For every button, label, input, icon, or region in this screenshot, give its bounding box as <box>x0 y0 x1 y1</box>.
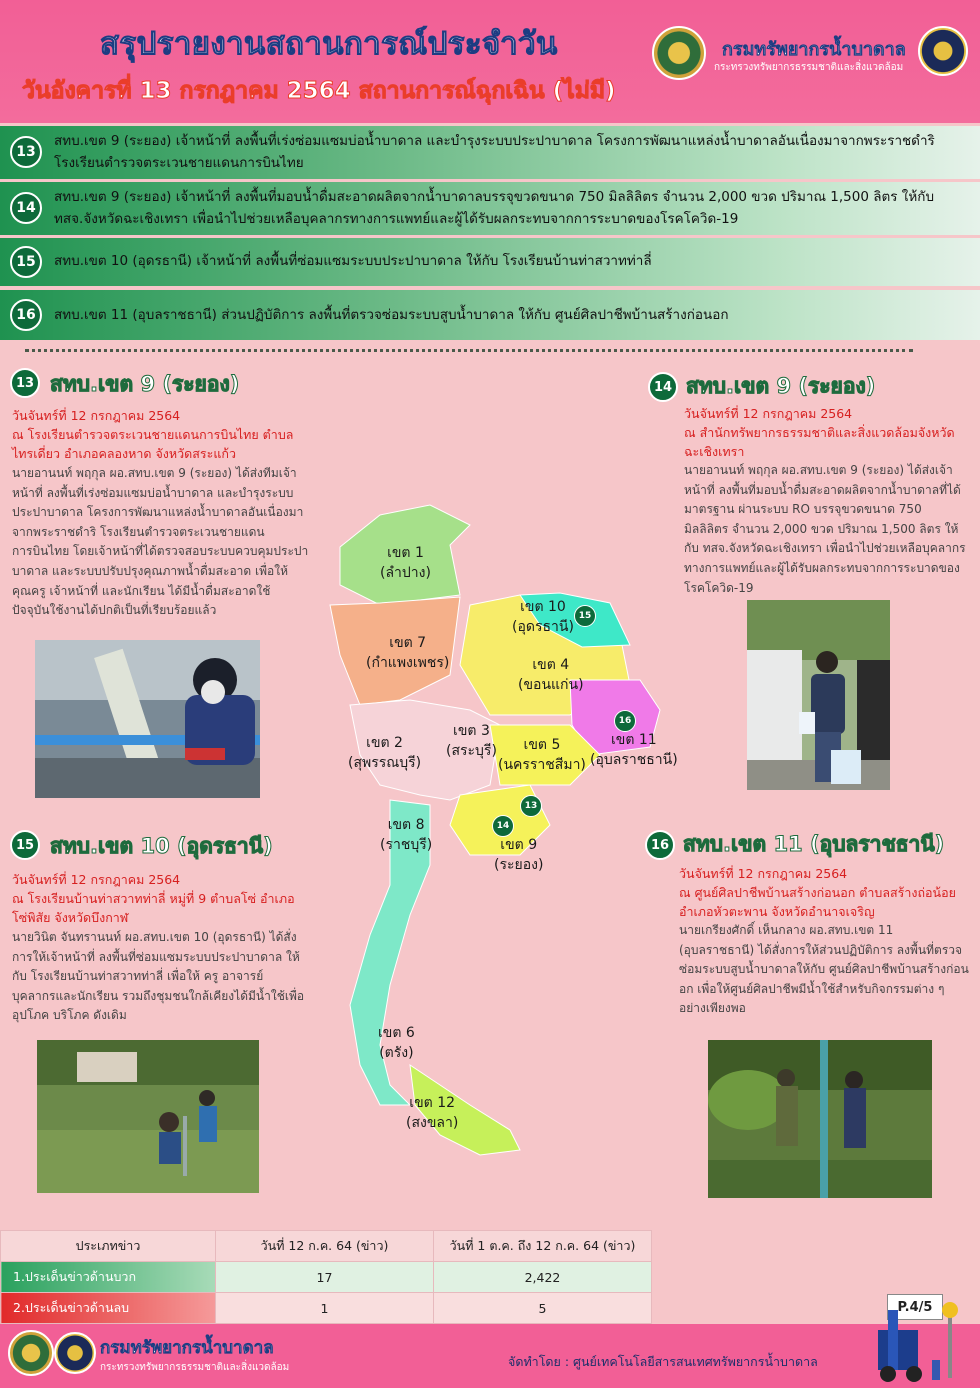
summary-text: สทบ.เขต 9 (ระยอง) เจ้าหน้าที่ ลงพื้นที่มอบน้ำดื่มสะอาดผลิตจากน้ำบาดาลบรรจุขวดขนาด 750 มิลลิลิตร จำนวน 2,000 ขวด ปริมาณ 1,500 ลิตร ให้กับ ทสจ.จังหวัดฉะเชิงเทรา เพื่อนำไปช่วยเหลือบุคลากรทางการแพทย์และผู้ได้รับผลกระทบจากการระบาดของโรคโควิด-19 <box>54 189 935 227</box>
table-cell: 2,422 <box>434 1262 652 1293</box>
footer-credit: จัดทำโดย : ศูนย์เทคโนโลยีสารสนเทศทรัพยากรน้ำบาดาล <box>508 1354 818 1369</box>
zone-label-3: เขต 3 (สระบุรี) <box>446 723 497 759</box>
section-date: วันจันทร์ที่ 12 กรกฎาคม 2564 <box>12 872 181 887</box>
zone-label-5: เขต 5 (นครราชสีมา) <box>498 737 586 773</box>
summary-item <box>0 182 980 235</box>
section-location: ณ ศูนย์ศิลปาชีพบ้านสร้างก่อนอก ตำบลสร้างถ่อน้อย อำเภอหัวตะพาน จังหวัดอำนาจเจริญ <box>679 885 956 919</box>
map-marker-13: 13 <box>520 795 542 817</box>
photo-water-delivery <box>747 600 890 790</box>
page-number: P.4/5 <box>887 1294 943 1320</box>
section-date: วันจันทร์ที่ 12 กรกฎาคม 2564 <box>679 866 848 881</box>
map-marker-16: 16 <box>614 710 636 732</box>
dotted-divider <box>25 349 913 352</box>
zone-label-12: เขต 12 (สงขลา) <box>406 1095 459 1131</box>
photo-school-repair <box>37 1040 259 1193</box>
table-header-row <box>1 1231 652 1262</box>
section-title: สทบ.เขต 9 (ระยอง) <box>686 374 876 398</box>
map-marker-15: 15 <box>574 605 596 627</box>
section-location: ณ สำนักทรัพยากรธรรมชาติและสิ่งแวดล้อมจังหวัดฉะเชิงเทรา <box>684 425 955 459</box>
section-number-badge: 13 <box>10 368 40 398</box>
department-name: กรมทรัพยากรน้ำบาดาล <box>722 39 906 60</box>
table-cell: 1 <box>216 1293 434 1324</box>
summary-item <box>0 290 980 340</box>
ministry-seal-icon <box>918 26 968 76</box>
table-cell: 5 <box>434 1293 652 1324</box>
section-body: นายเกรียงศักดิ์ เห็นกลาง ผอ.สทบ.เขต 11 (อุบลราชธานี) ได้สั่งการให้ส่วนปฏิบัติการ ลงพื้นที่ตรวจซ่อมระบบสูบน้ำบาดาลให้กับ ศูนย์ศิลปาชีพบ้านสร้างก่อนอก เพื่อให้ศูนย์ศิลปาชีพมีน้ำใช้สำหรับกิจกรรมต่าง ๆ อย่างเพียงพอ <box>679 923 969 1016</box>
footer-department-name: กรมทรัพยากรน้ำบาดาล <box>100 1338 274 1358</box>
summary-text: สทบ.เขต 11 (อุบลราชธานี) ส่วนปฏิบัติการ ลงพื้นที่ตรวจซ่อมระบบสูบน้ำบาดาล ให้กับ ศูนย์ศิลปาชีพบ้านสร้างก่อนอก <box>54 307 729 323</box>
section-title: สทบ.เขต 9 (ระยอง) <box>50 372 240 396</box>
ministry-name: กระทรวงทรัพยากรธรรมชาติและสิ่งแวดล้อม <box>714 62 904 73</box>
table-cell-label: 2.ประเด็นข่าวด้านลบ <box>1 1293 216 1324</box>
drilling-machine-icon <box>848 1300 968 1386</box>
table-header-cell: ประเภทข่าว <box>1 1231 216 1262</box>
summary-number-badge: 14 <box>10 192 42 224</box>
map-marker-14: 14 <box>492 815 514 837</box>
news-stats-table <box>0 1230 652 1324</box>
table-row <box>1 1293 652 1324</box>
section-number-badge: 15 <box>10 830 40 860</box>
page-subtitle: วันอังคารที่ 13 กรกฎาคม 2564 สถานการณ์ฉุกเฉิน (ไม่มี) <box>22 78 616 104</box>
section-body: นายอานนท์ พฤกุล ผอ.สทบ.เขต 9 (ระยอง) ได้ส่งเจ้าหน้าที่ ลงพื้นที่มอบน้ำดื่มสะอาดผลิตจากน้ำบาดาลที่ได้มาตรฐาน ผ่านระบบ RO บรรจุขวดขนาด 750 มิลลิลิตร จำนวน 2,000 ขวด ปริมาณ 1,500 ลิตร ให้กับ ทสจ.จังหวัดฉะเชิงเทรา เพื่อนำไปช่วยเหลือบุคลากรทางการแพทย์และผู้ได้รับผลกระทบจากการระบาดของโรคโควิด-19 <box>684 463 966 595</box>
zone-label-7: เขต 7 (กำแพงเพชร) <box>366 635 450 671</box>
zone-label-6: เขต 6 (ตรัง) <box>378 1025 415 1061</box>
section-location: ณ โรงเรียนบ้านท่าสวาทท่าลี่ หมู่ที่ 9 ตำบลโซ่ อำเภอโซ่พิสัย จังหวัดบึงกาฬ <box>12 891 295 925</box>
zone-label-11: เขต 11 (อุบลราชธานี) <box>590 732 678 768</box>
table-cell: 17 <box>216 1262 434 1293</box>
section-title: สทบ.เขต 10 (อุดรธานี) <box>50 834 273 858</box>
summary-number-badge: 15 <box>10 246 42 278</box>
zone-label-2: เขต 2 (สุพรรณบุรี) <box>348 735 422 771</box>
table-cell-label: 1.ประเด็นข่าวด้านบวก <box>1 1262 216 1293</box>
zone-label-10: เขต 10 (อุดรธานี) <box>512 599 574 635</box>
section-location: ณ โรงเรียนตำรวจตระเวนชายแดนการบินไทย ตำบลไทรเดี่ยว อำเภอคลองหาด จังหวัดสระแก้ว <box>12 427 294 461</box>
summary-text: สทบ.เขต 10 (อุดรธานี) เจ้าหน้าที่ ลงพื้นที่ซ่อมแซมระบบประปาบาดาล ให้กับ โรงเรียนบ้านท่าสวาทท่าลี่ <box>54 253 652 269</box>
section-date: วันจันทร์ที่ 12 กรกฎาคม 2564 <box>684 406 853 421</box>
zone-label-4: เขต 4 (ขอนแก่น) <box>518 657 584 693</box>
section-body: นายอานนท์ พฤกุล ผอ.สทบ.เขต 9 (ระยอง) ได้ส่งทีมเจ้าหน้าที่ ลงพื้นที่เร่งซ่อมแซมบ่อน้ำบาดาล และบำรุงระบบประปาบาดาล โครงการพัฒนาแหล่งน้ำบาดาลอันเนื่องมาจากพระราชดำริ โรงเรียนตำรวจตระเวนชายแดนการบินไทย โดยเจ้าหน้าที่ได้ตรวจสอบระบบควบคุมประปาบาดาล และระบบปรับปรุงคุณภาพน้ำดื่มสะอาด เพื่อให้คุณครู เจ้าหน้าที่ และนักเรียน ได้มีน้ำดื่มสะอาดใช้ ปัจจุบันใช้งานได้ปกติเป็นที่เรียบร้อยแล้ว <box>12 466 309 618</box>
section-number-badge: 14 <box>648 372 678 402</box>
section-title: สทบ.เขต 11 (อุบลราชธานี) <box>683 832 945 856</box>
summary-number-badge: 16 <box>10 299 42 331</box>
ministry-seal-icon <box>54 1332 96 1374</box>
summary-number-badge: 13 <box>10 136 42 168</box>
table-row <box>1 1262 652 1293</box>
footer-ministry-name: กระทรวงทรัพยากรธรรมชาติและสิ่งแวดล้อม <box>100 1362 290 1373</box>
table-header-cell: วันที่ 1 ต.ค. ถึง 12 ก.ค. 64 (ข่าว) <box>434 1231 652 1262</box>
summary-item <box>0 126 980 179</box>
summary-item <box>0 238 980 286</box>
photo-technician-repair <box>35 640 260 798</box>
section-date: วันจันทร์ที่ 12 กรกฎาคม 2564 <box>12 408 181 423</box>
department-seal-icon <box>8 1330 54 1376</box>
department-seal-icon <box>652 26 706 80</box>
photo-pump-repair <box>708 1040 932 1198</box>
summary-text: สทบ.เขต 9 (ระยอง) เจ้าหน้าที่ ลงพื้นที่เร่งซ่อมแซมบ่อน้ำบาดาล และบำรุงระบบประปาบาดาล โครงการพัฒนาแหล่งน้ำบาดาลอันเนื่องมาจากพระราชดำริ โรงเรียนตำรวจตระเวนชายแดนการบินไทย <box>54 133 935 171</box>
thailand-region-map <box>320 485 680 1165</box>
zone-label-9: เขต 9 (ระยอง) <box>494 837 544 873</box>
section-body: นายวินิต จันทรานนท์ ผอ.สทบ.เขต 10 (อุดรธานี) ได้สั่งการให้เจ้าหน้าที่ ลงพื้นที่ซ่อมแซมระบบประปาบาดาล ให้กับ โรงเรียนบ้านท่าสวาทท่าลี่ เพื่อให้ ครู อาจารย์ บุคลากรและนักเรียน รวมถึงชุมชนใกล้เคียงได้มีน้ำใช้เพื่ออุปโภค บริโภค ดังเดิม <box>12 930 305 1023</box>
zone-label-1: เขต 1 (ลำปาง) <box>380 545 431 581</box>
section-number-badge: 16 <box>645 830 675 860</box>
zone-label-8: เขต 8 (ราชบุรี) <box>380 817 433 853</box>
page-title: สรุปรายงานสถานการณ์ประจำวัน <box>100 26 558 62</box>
table-header-cell: วันที่ 12 ก.ค. 64 (ข่าว) <box>216 1231 434 1262</box>
